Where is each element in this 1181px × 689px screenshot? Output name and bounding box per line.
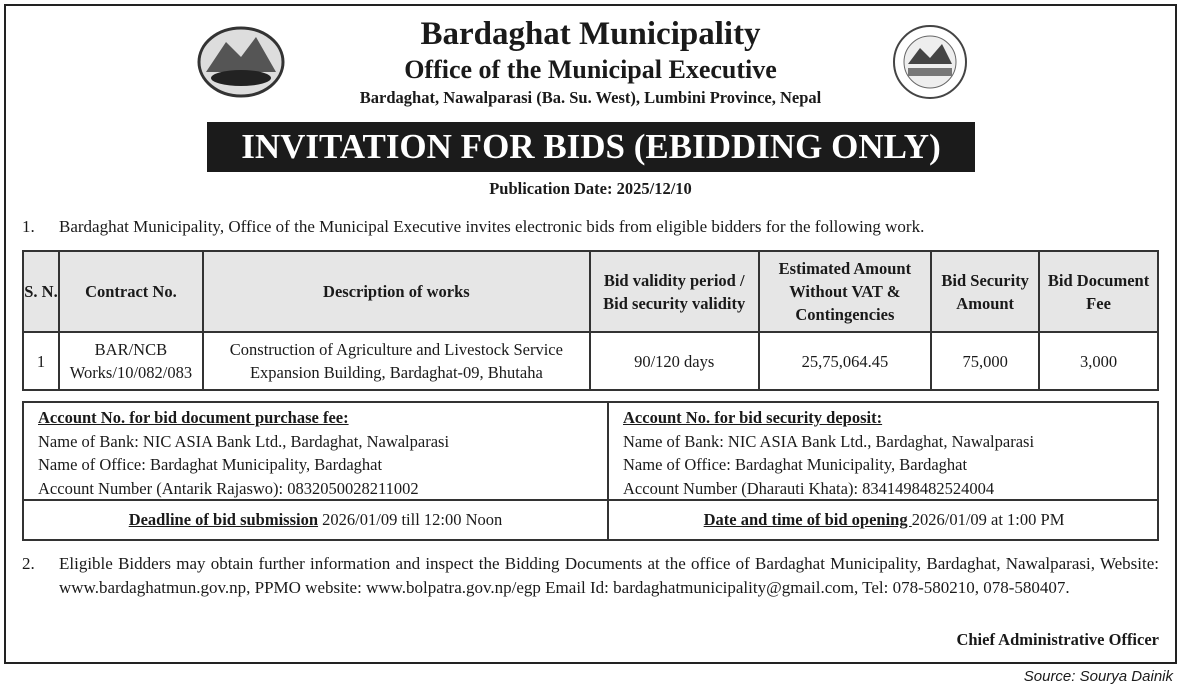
opening-label: Date and time of bid opening (703, 510, 912, 529)
signatory: Chief Administrative Officer (956, 630, 1159, 649)
col-bid-security: Bid Security Amount (931, 251, 1039, 332)
bank-name: Name of Bank: NIC ASIA Bank Ltd., Bardaghat, Nawalparasi (38, 431, 450, 451)
col-contract-no: Contract No. (59, 251, 203, 332)
col-estimated-amount: Estimated Amount Without VAT & Contingencies (759, 251, 932, 332)
paragraph-number: 2. (22, 554, 35, 573)
notice-banner: INVITATION FOR BIDS (EBIDDING ONLY) (207, 122, 975, 172)
accounts-box (22, 401, 1159, 541)
office-name: Name of Office: Bardaghat Municipality, Bardaghat (623, 455, 968, 474)
bank-name: Name of Bank: NIC ASIA Bank Ltd., Bardaghat, Nawalparasi (623, 431, 1035, 451)
cell-sn: 1 (23, 332, 59, 390)
security-deposit-account (609, 403, 1159, 499)
cell-bid-security: 75,000 (931, 332, 1039, 390)
address: Bardaghat, Nawalparasi (Ba. Su. West), Lumbini Province, Nepal (359, 88, 822, 107)
paragraph-number: 1. (22, 217, 35, 236)
account-heading: Account No. for bid security deposit: (623, 408, 883, 427)
cell-document-fee: 3,000 (1039, 332, 1158, 390)
table-row (23, 332, 1158, 390)
bid-table (22, 250, 1159, 391)
paragraph-text: Eligible Bidders may obtain further information and inspect the Bidding Documents at the office of Bardaghat Municipality, Bardaghat, Nawalparasi, Website: www.bardaghatmun.gov.np, PPMO website: www.bolpatra.gov.np/egp Email Id: bardaghatmunicipality@gmail.com, Tel: 078-580210, 078-580407. (59, 554, 1159, 597)
cell-contract-no: BAR/NCB Works/10/082/083 (59, 332, 203, 390)
office-subtitle: Office of the Municipal Executive (404, 55, 777, 84)
bid-opening (609, 499, 1159, 539)
col-validity: Bid validity period / Bid security validity (590, 251, 759, 332)
account-number: Account Number (Dharauti Khata): 8341498482524004 (623, 478, 995, 498)
col-sn: S. N. (23, 251, 59, 332)
paragraph-2 (22, 552, 1159, 599)
cell-estimated-amount: 25,75,064.45 (759, 332, 932, 390)
office-name: Name of Office: Bardaghat Municipality, Bardaghat (38, 455, 383, 474)
table-header-row (23, 251, 1158, 332)
col-document-fee: Bid Document Fee (1039, 251, 1158, 332)
source-credit: Source: Sourya Dainik (1023, 668, 1173, 685)
col-description: Description of works (203, 251, 590, 332)
cell-validity: 90/120 days (590, 332, 759, 390)
publication-date: Publication Date: 2025/12/10 (489, 179, 692, 198)
account-number: Account Number (Antarik Rajaswo): 083205002821​1002 (38, 478, 419, 498)
cell-description: Construction of Agriculture and Livestock Service Expansion Building, Bardaghat-09, Bhutaha (203, 332, 590, 390)
deadline-label: Deadline of bid submission (128, 510, 319, 529)
purchase-fee-account (24, 403, 609, 499)
deadline-value: 2026/01/09 till 12:00 Noon (318, 510, 503, 529)
opening-value: 2026/01/09 at 1:00 PM (911, 510, 1065, 529)
municipality-title: Bardaghat Municipality (420, 16, 761, 52)
account-heading: Account No. for bid document purchase fee: (38, 408, 349, 427)
submission-deadline (24, 499, 609, 539)
paragraph-text: Bardaghat Municipality, Office of the Municipal Executive invites electronic bids from eligible bidders for the following work. (59, 217, 925, 236)
paragraph-1 (22, 215, 1159, 239)
